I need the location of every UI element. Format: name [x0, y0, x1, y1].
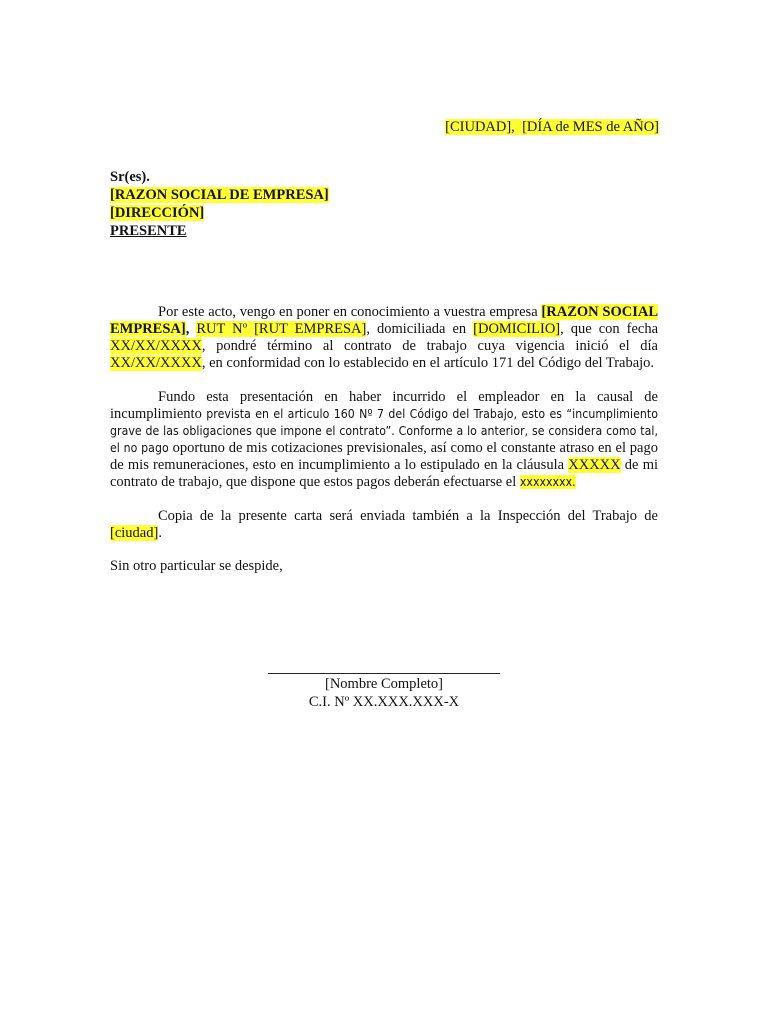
signature-name: [Nombre Completo] [325, 676, 443, 692]
p2-payment-day: xxxxxxxx. [519, 475, 576, 489]
dateline-city: [CIUDAD], [445, 119, 515, 135]
dateline-date: [DÍA de MES de AÑO] [522, 119, 659, 135]
p2-clause: XXXXX [568, 457, 621, 473]
p1-comma: , [185, 321, 197, 337]
signature-block [268, 660, 500, 712]
p1-text: , en conformidad con lo establecido en el artículo 171 del Código del Trabajo. [201, 355, 655, 371]
recipient-present: PRESENTE [110, 223, 187, 239]
p1-text: Por este acto, vengo en poner en conocimiento a vuestra empresa [158, 304, 542, 320]
recipient-address: [DIRECCIÓN] [110, 205, 205, 221]
p1-rut: RUT Nº [RUT EMPRESA] [196, 321, 367, 337]
dateline [445, 119, 659, 136]
p2-text-condensed: prevista en el articulo 160 Nº 7 del Código del Trabajo, esto es “incumplimiento grave de las obligaciones que impone el contrato”. Conforme a lo anterior, se considera como tal, el no pago [110, 407, 658, 455]
letter-body [110, 304, 658, 559]
closing-line: Sin otro particular se despide, [110, 558, 283, 574]
signature-line [268, 673, 500, 674]
dateline-text [445, 119, 659, 135]
p1-company: [RAZON SOCIAL EMPRESA] [110, 304, 658, 337]
p1-text: , pondré término al contrato de trabajo cuya vigencia inició el día [201, 338, 658, 354]
recipient-company: [RAZON SOCIAL DE EMPRESA] [110, 187, 329, 203]
p2-text: Fundo esta presentación en haber incurrido el empleador en la causal de incumplimiento [110, 389, 658, 422]
paragraph-copy [110, 508, 658, 542]
p3-text: Copia de la presente carta será enviada también a la Inspección del Trabajo de [158, 508, 658, 524]
p2-text: de mi contrato de trabajo, que dispone que estos pagos deberán efectuarse el [110, 457, 658, 490]
recipient-block [110, 169, 329, 241]
paragraph-notice [110, 304, 658, 372]
p2-text: oportuno de mis cotizaciones previsionales, así como el constante atraso en el pago de mis remuneraciones, esto en incumplimiento a lo estipulado en la cláusula [110, 440, 658, 473]
p1-domicile: [DOMICILIO] [473, 321, 561, 337]
p3-text: . [158, 525, 162, 541]
signature-id: C.I. Nº XX.XXX.XXX-X [308, 694, 460, 710]
salutation: Sr(es). [110, 169, 150, 185]
paragraph-grounds [110, 389, 658, 491]
p1-text: , que con fecha [560, 321, 659, 337]
p1-date-end: XX/XX/XXXX [110, 338, 202, 354]
p3-city: [ciudad] [110, 525, 159, 541]
p1-text: , domiciliada en [366, 321, 474, 337]
p1-date-start: XX/XX/XXXX [110, 355, 202, 371]
